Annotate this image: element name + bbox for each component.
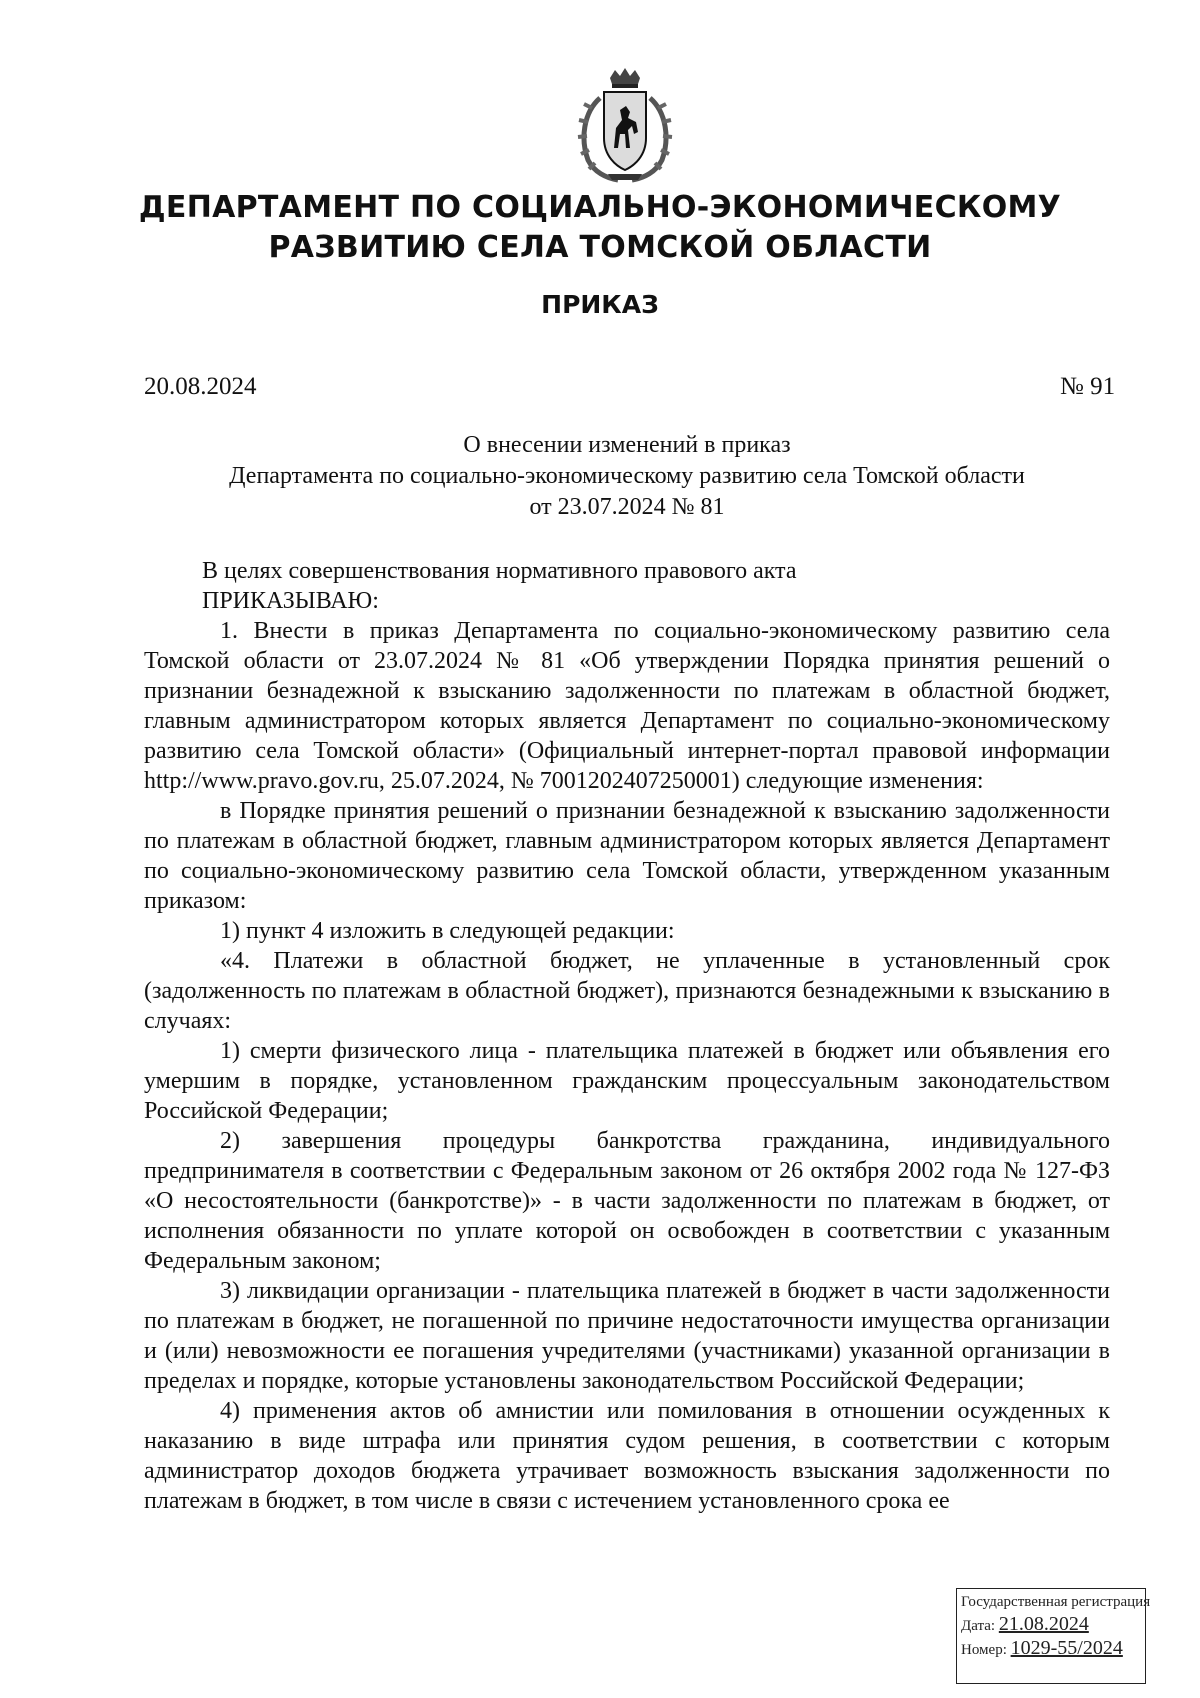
paragraph-procedure: в Порядке принятия решений о признании безнадежной к взысканию задолженности по платежам в областной бюджет, главным администратором которых является Департамент по социально-экономическому развитию села Томской области, утвержденном указанным приказом: [144, 798, 1110, 914]
document-number: № 91 [1060, 373, 1116, 400]
paragraph-subitem-1: 1) пункт 4 изложить в следующей редакции: [220, 918, 675, 944]
document-date: 20.08.2024 [144, 373, 257, 400]
stamp-date-label: Дата: [961, 1618, 996, 1634]
paragraph-item-1: 1. Внести в приказ Департамента по социально-экономическому развитию села Томской области от 23.07.2024 № 81 «Об утверждении Порядка принятия решений о признании безнадежной к взысканию задолженности по платежам в областной бюджет, главным администратором которых является Департамент по социально-экономическому развитию села Томской области» (Официальный интернет-портал правовой информации http://www.pravo.gov.ru, 25.07.2024, № 7001202407250001) следующие изменения: [144, 618, 1110, 794]
document-type: ПРИКАЗ [541, 290, 659, 319]
subject-line-1: О внесении изменений в приказ [463, 432, 791, 458]
stamp-number-value: 1029-55/2024 [1010, 1637, 1123, 1659]
stamp-number-label: Номер: [961, 1642, 1007, 1658]
document-body [144, 556, 1110, 1516]
stamp-number-row [961, 1637, 1141, 1661]
paragraph-purpose: В целях совершенствования нормативного правового акта [202, 558, 797, 584]
document-subject [144, 430, 1110, 523]
department-line-1: ДЕПАРТАМЕНТ ПО СОЦИАЛЬНО-ЭКОНОМИЧЕСКОМУ [138, 190, 1062, 225]
paragraph-case-3: 3) ликвидации организации - плательщика платежей в бюджет в части задолженности по платежам в бюджет, не погашенной по причине недостаточности имущества организации и (или) невозможности ее погашения учредителями (участниками) указанной организации в пределах и порядке, которые установлены законодательством Российской Федерации; [144, 1278, 1110, 1394]
coat-of-arms-icon [570, 68, 680, 186]
paragraph-case-1: 1) смерти физического лица - плательщика платежей в бюджет или объявления его умершим в порядке, установленном гражданским процессуальным законодательством Российской Федерации; [144, 1038, 1110, 1124]
paragraph-case-2: 2) завершения процедуры банкротства гражданина, индивидуального предпринимателя в соответствии с Федеральным законом от 26 октября 2002 года № 127-ФЗ «О несостоятельности (банкротстве)» - в части задолженности по платежам в бюджет, от исполнения обязанности по уплате которой он освобожден в соответствии с указанным Федеральным законом; [144, 1128, 1110, 1274]
paragraph-case-4: 4) применения актов об амнистии или помилования в отношении осужденных к наказанию в виде штрафа или принятия судом решения, в соответствии с которым администратор доходов бюджета утрачивает возможность взыскания задолженности по платежам в бюджет, в том числе в связи с истечением установленного срока ее [144, 1398, 1110, 1514]
registration-stamp [956, 1588, 1151, 1684]
department-line-2: РАЗВИТИЮ СЕЛА ТОМСКОЙ ОБЛАСТИ [268, 230, 932, 265]
paragraph-clause-4: «4. Платежи в областной бюджет, не уплаченные в установленный срок (задолженность по платежам в областной бюджет), признаются безнадежными к взысканию в случаях: [144, 948, 1110, 1034]
subject-line-2: Департамента по социально-экономическому развитию села Томской области [229, 463, 1025, 489]
subject-line-3: от 23.07.2024 № 81 [529, 494, 725, 520]
stamp-date-value: 21.08.2024 [998, 1613, 1089, 1635]
paragraph-order: ПРИКАЗЫВАЮ: [202, 588, 379, 614]
department-title [120, 188, 1080, 268]
stamp-date-row [961, 1613, 1141, 1637]
stamp-title: Государственная регистрация [961, 1594, 1151, 1610]
